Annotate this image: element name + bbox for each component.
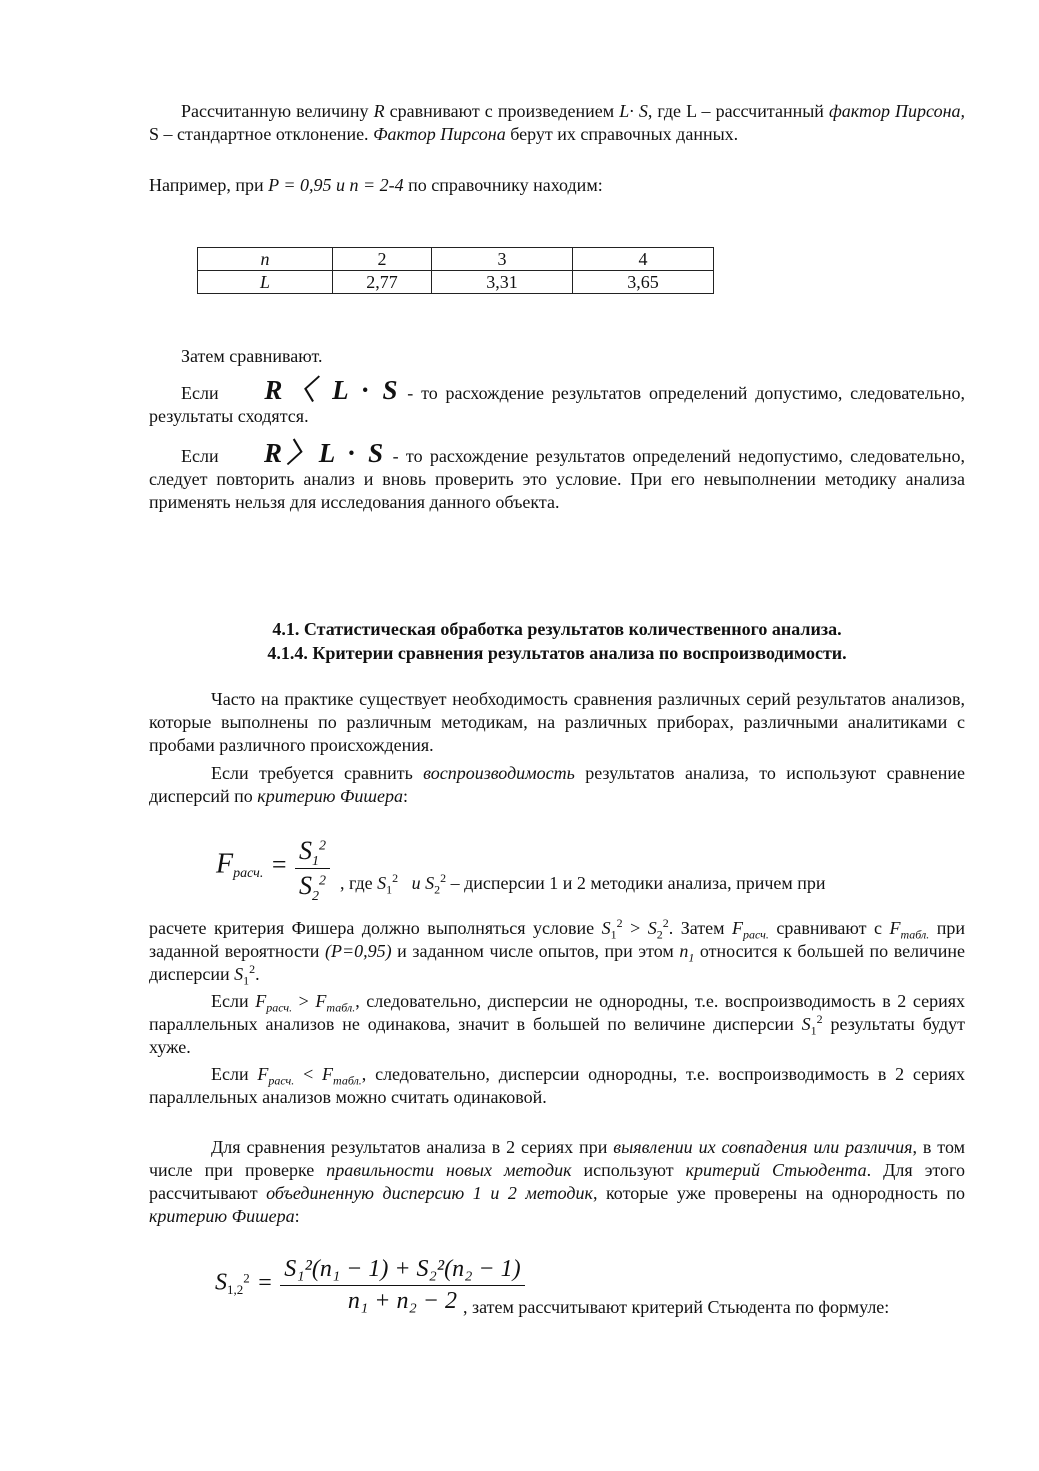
subscript: расч. xyxy=(233,866,264,882)
text: по справочнику находим: xyxy=(403,175,603,195)
term: критерию Фишера xyxy=(257,786,403,806)
table-row xyxy=(198,271,714,294)
pooled-explanation: , затем рассчитывают критерий Стьюдента по формуле: xyxy=(463,1297,890,1317)
subsection-heading: 4.1.4. Критерии сравнения результатов анализа по воспроизводимости. xyxy=(267,643,847,663)
table-cell: 4 xyxy=(573,248,714,271)
condition-unacceptable xyxy=(149,438,966,514)
text: берут их справочных данных. xyxy=(505,124,739,144)
pooled-fraction: $\frac{\text{S₁²(n₁ − 1) + S₂²(n₂ − 1)}}{\text{n₁ + n₂ − 2}}$ xyxy=(280,1256,524,1315)
table-row xyxy=(198,248,714,271)
condition-formula: R〉L · S xyxy=(263,438,386,468)
text: - то расхождение результатов определений допустимо, следовательно, результаты сходятся. xyxy=(149,383,966,426)
text: Если требуется сравнить xyxy=(211,763,424,783)
pooled-variance-formula: $S_{1,2}^2$ = $\frac{\text{S₁²(n₁ − 1) + S₂²(n₂ − 1)}}{\text{n₁ + n₂ − 2}}$ xyxy=(215,1256,525,1315)
term: воспроизводимость xyxy=(423,763,575,783)
paragraph-not-homogeneous: Если $F_{расч.} > F_{табл.}$, следовательно, дисперсии не однородны, т.е. воспроизводимость в 2 сериях параллельных анализов не одинакова, значит в большей по величине дисперсии $S_1^2$ результаты будут хуже. xyxy=(149,991,965,1057)
fisher-formula: $F_{расч.}$ = $\frac{S_1^2}{S_2^2}$ xyxy=(216,836,330,901)
paragraph-example xyxy=(149,174,965,197)
paragraph-fisher xyxy=(149,762,965,808)
paragraph-pearson xyxy=(149,100,965,146)
section-heading: 4.1. Статистическая обработка результатов количественного анализа. xyxy=(272,619,842,639)
compare-intro: Затем сравнивают. xyxy=(181,346,323,366)
fisher-fraction: $\frac{S_1^2}{S_2^2}$ xyxy=(295,836,330,901)
text: Рассчитанную величину xyxy=(181,101,374,121)
text: Если xyxy=(181,383,219,403)
condition-formula: R〈 L · S xyxy=(264,375,400,405)
text: Например, при xyxy=(149,175,269,195)
paragraph-student: Для сравнения результатов анализа в 2 сериях при выявлении их совпадения или различия, в том числе при проверке правильности новых методик используют критерий Стьюдента. Для этого рассчитывают объединенную дисперсию 1 и 2 методик, которые уже проверены на однородность по критерию Фишера: xyxy=(149,1137,965,1226)
paragraph-intro: Часто на практике существует необходимость сравнения различных серий результатов анализов, которые выполнены по различным методикам, на различных приборах, различными аналитиками с пробами различного происхождения. xyxy=(149,689,965,755)
example-condition: P = 0,95 и n = 2-4 xyxy=(268,175,404,195)
term-pearson: фактор Пирсона, xyxy=(829,101,966,121)
table-cell: L xyxy=(198,271,333,294)
text: результатов анализа, то используют сравнение дисперсий по xyxy=(149,763,965,806)
text: - то расхождение результатов определений недопустимо, следовательно, следует повторить анализ и вновь проверить это условие. При его невыполнении методику анализа применять нельзя для исследования данного объекта. xyxy=(149,446,966,512)
table-cell: 3 xyxy=(432,248,573,271)
term-pearson: Фактор Пирсона xyxy=(373,124,506,144)
fisher-explanation: , где $S_1^2$ и $S_2^2$ – дисперсии 1 и 2 методики анализа, причем при xyxy=(340,871,826,897)
text: S – стандартное отклонение. xyxy=(149,124,374,144)
table-cell: 3,65 xyxy=(573,271,714,294)
text: Если xyxy=(181,446,219,466)
table-cell: 2 xyxy=(333,248,432,271)
pearson-table xyxy=(197,247,714,294)
var-F: F xyxy=(216,848,234,880)
table-cell: 3,31 xyxy=(432,271,573,294)
condition-acceptable xyxy=(149,375,966,428)
text: , где L – рассчитанный xyxy=(647,101,830,121)
text: сравнивают с произведением xyxy=(384,101,620,121)
var-R: R xyxy=(373,101,385,121)
table-cell: n xyxy=(198,248,333,271)
table-cell: 2,77 xyxy=(333,271,432,294)
text: : xyxy=(402,786,408,806)
paragraph-fisher-condition: расчете критерия Фишера должно выполняться условие $S_1^2 > S_2^2$. Затем $F_{расч.}$ сравнивают с $F_{табл.}$ при заданной вероятности (P=0,95) и заданном числе опытов, при этом $n_1$ относится к большей по величине дисперсии $S_1^2$. xyxy=(149,916,966,988)
paragraph-homogeneous: Если $F_{расч.} < F_{табл.}$, следовательно, дисперсии однородны, т.е. воспроизводимость в 2 сериях параллельных анализов можно считать одинаковой. xyxy=(149,1064,966,1107)
product-LS: L· S xyxy=(619,101,648,121)
